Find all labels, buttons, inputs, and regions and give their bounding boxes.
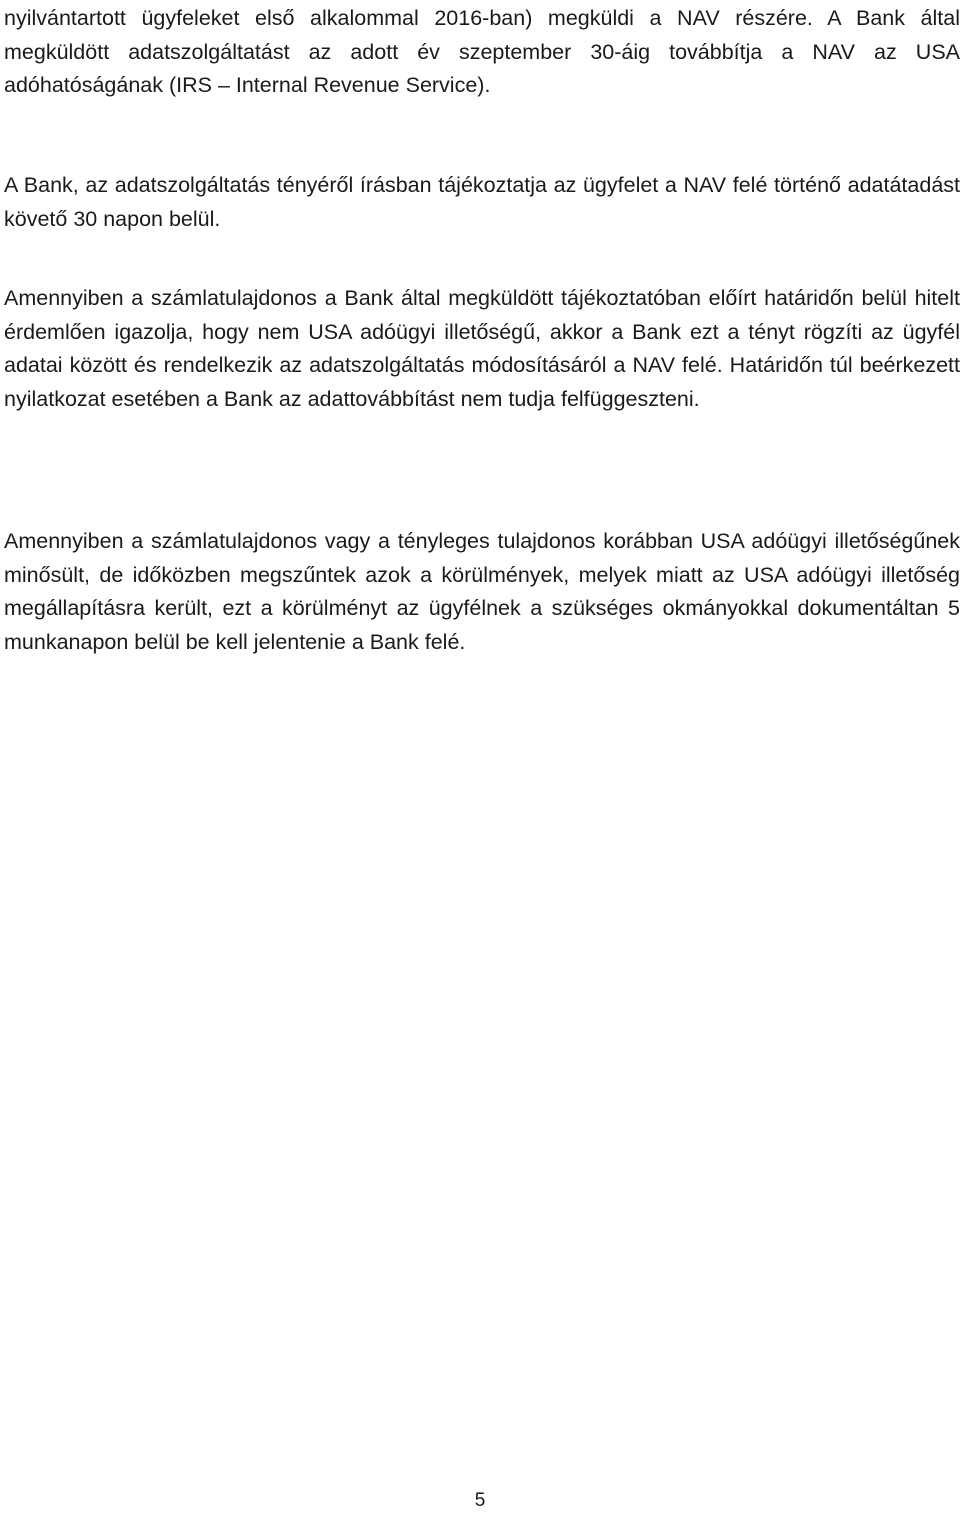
paragraph-non-us-proof: Amennyiben a számlatulajdonos a Bank által megküldött tájékoztatóban előírt határidőn belül hitelt érdemlően igazolja, hogy nem USA adóügyi illetőségű, akkor a Bank ezt a tényt rögzíti az ügyfél adatai között és rendelkezik az adatszolgáltatás módosításáról a NAV felé. Határidőn túl beérkezett nyilatkozat esetében a Bank az adattovábbítást nem tudja felfüggeszteni. <box>4 286 960 411</box>
paragraph-client-notification: A Bank, az adatszolgáltatás tényéről írásban tájékoztatja az ügyfelet a NAV felé történő adatátadást követő 30 napon belül. <box>4 173 960 231</box>
paragraph-status-change-report: Amennyiben a számlatulajdonos vagy a tényleges tulajdonos korábban USA adóügyi illetőségűnek minősült, de időközben megszűntek azok a körülmények, melyek miatt az USA adóügyi illetőség megállapításra került, ezt a körülményt az ügyfélnek a szükséges okmányokkal dokumentáltan 5 munkanapon belül be kell jelentenie a Bank felé. <box>4 529 960 654</box>
page-number: 5 <box>474 1490 486 1511</box>
paragraph-irs-transfer: nyilvántartott ügyfeleket első alkalommal 2016-ban) megküldi a NAV részére. A Bank által megküldött adatszolgáltatást az adott év szeptember 30-áig továbbítja a NAV az USA adóhatóságának (IRS – Internal Revenue Service). <box>4 6 960 97</box>
